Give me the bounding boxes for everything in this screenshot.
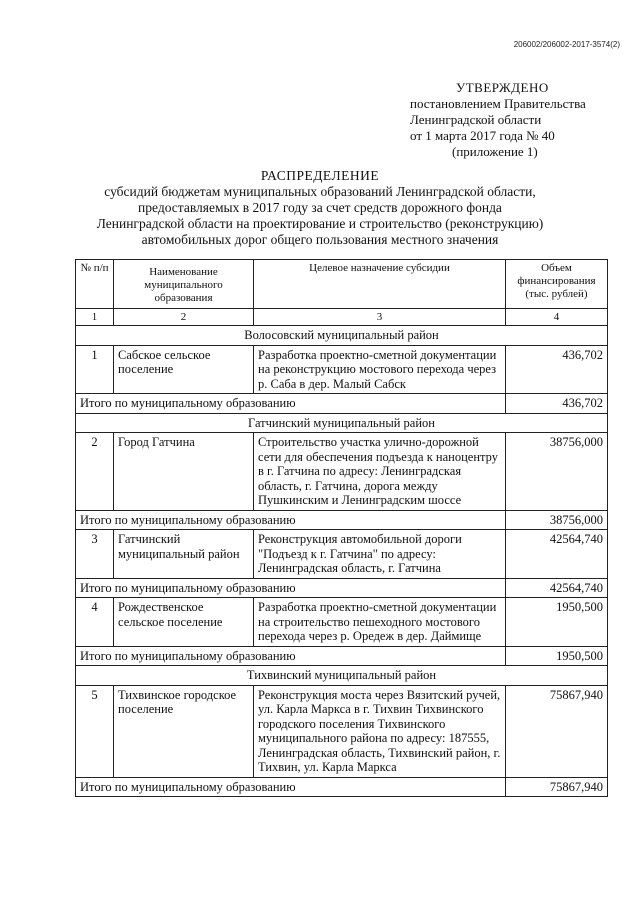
title-line: автомобильных дорог общего пользования местного значения xyxy=(141,232,499,247)
row-number: 5 xyxy=(76,685,114,777)
table-row xyxy=(76,598,608,647)
header-name: Наименование муниципального образования xyxy=(114,260,254,309)
municipality-name: Сабское сельское поселение xyxy=(114,345,254,394)
total-label: Итого по муниципальному образованию xyxy=(76,777,506,797)
total-amount: 42564,740 xyxy=(506,578,608,598)
funding-amount: 1950,500 xyxy=(506,598,608,647)
row-number: 4 xyxy=(76,598,114,647)
document-id: 206002/206002-2017-3574(2) xyxy=(513,40,620,49)
title-line: субсидий бюджетам муниципальных образований Ленинградской области, xyxy=(104,184,536,199)
district-row xyxy=(76,326,608,346)
approval-appendix: (приложение 1) xyxy=(452,144,538,159)
header-purpose: Целевое назначение субсидии xyxy=(254,260,506,309)
table-row xyxy=(76,345,608,394)
total-label: Итого по муниципальному образованию xyxy=(76,646,506,666)
column-number: 2 xyxy=(114,309,254,326)
subsidy-purpose: Реконструкция моста через Вязитский ручей, ул. Карла Маркса в г. Тихвин Тихвинского городского поселения Тихвинского муниципального района по адресу: 187555, Ленинградская область, Тихвинский район, г. Тихвин, ул. Карла Маркса xyxy=(254,685,506,777)
total-label: Итого по муниципальному образованию xyxy=(76,578,506,598)
approval-line: постановлением Правительства xyxy=(410,96,586,111)
table-header-row xyxy=(76,260,608,309)
funding-amount: 42564,740 xyxy=(506,530,608,579)
subsidy-purpose: Разработка проектно-сметной документации на реконструкцию мостового перехода через р. Саба в дер. Малый Сабск xyxy=(254,345,506,394)
table-row xyxy=(76,530,608,579)
title-line: Ленинградской области на проектирование и строительство (реконструкцию) xyxy=(96,216,544,231)
subsidy-purpose: Строительство участка улично-дорожной сети для обеспечения подъезда к наноцентру в г. Гатчина по адресу: Ленинградская область, г. Гатчина, дорога между Пушкинским и Ленинградским шоссе xyxy=(254,433,506,511)
funding-amount: 38756,000 xyxy=(506,433,608,511)
municipality-name: Тихвинское городское поселение xyxy=(114,685,254,777)
total-row xyxy=(76,510,608,530)
total-row xyxy=(76,646,608,666)
subsidy-purpose: Реконструкция автомобильной дороги "Подъезд к г. Гатчина" по адресу: Ленинградская область, г. Гатчина xyxy=(254,530,506,579)
total-label: Итого по муниципальному образованию xyxy=(76,510,506,530)
total-amount: 75867,940 xyxy=(506,777,608,797)
municipality-name: Город Гатчина xyxy=(114,433,254,511)
header-amount: Объем финансирования (тыс. рублей) xyxy=(506,260,608,309)
approval-block xyxy=(410,80,620,160)
header-num: № п/п xyxy=(76,260,114,309)
approval-line: Ленинградской области xyxy=(410,112,542,127)
column-number: 1 xyxy=(76,309,114,326)
total-row xyxy=(76,777,608,797)
funding-amount: 75867,940 xyxy=(506,685,608,777)
row-number: 2 xyxy=(76,433,114,511)
municipality-name: Рождественское сельское поселение xyxy=(114,598,254,647)
district-row xyxy=(76,413,608,433)
district-name: Тихвинский муниципальный район xyxy=(76,666,608,686)
title-line: предоставляемых в 2017 году за счет средств дорожного фонда xyxy=(138,200,502,215)
approval-heading: УТВЕРЖДЕНО xyxy=(456,80,549,95)
total-row xyxy=(76,394,608,414)
total-amount: 436,702 xyxy=(506,394,608,414)
district-name: Гатчинский муниципальный район xyxy=(76,413,608,433)
funding-amount: 436,702 xyxy=(506,345,608,394)
district-name: Волосовский муниципальный район xyxy=(76,326,608,346)
column-number: 4 xyxy=(506,309,608,326)
row-number: 3 xyxy=(76,530,114,579)
row-number: 1 xyxy=(76,345,114,394)
approval-date-line: от 1 марта 2017 года № 40 xyxy=(410,128,555,143)
column-number-row xyxy=(76,309,608,326)
table-row xyxy=(76,685,608,777)
table-row xyxy=(76,433,608,511)
total-amount: 38756,000 xyxy=(506,510,608,530)
total-amount: 1950,500 xyxy=(506,646,608,666)
subsidy-purpose: Разработка проектно-сметной документации на строительство пешеходного мостового перехода через р. Оредеж в дер. Даймище xyxy=(254,598,506,647)
title-heading: РАСПРЕДЕЛЕНИЕ xyxy=(260,168,380,183)
municipality-name: Гатчинский муниципальный район xyxy=(114,530,254,579)
column-number: 3 xyxy=(254,309,506,326)
total-label: Итого по муниципальному образованию xyxy=(76,394,506,414)
total-row xyxy=(76,578,608,598)
distribution-table xyxy=(75,259,608,797)
document-title xyxy=(0,168,640,248)
district-row xyxy=(76,666,608,686)
